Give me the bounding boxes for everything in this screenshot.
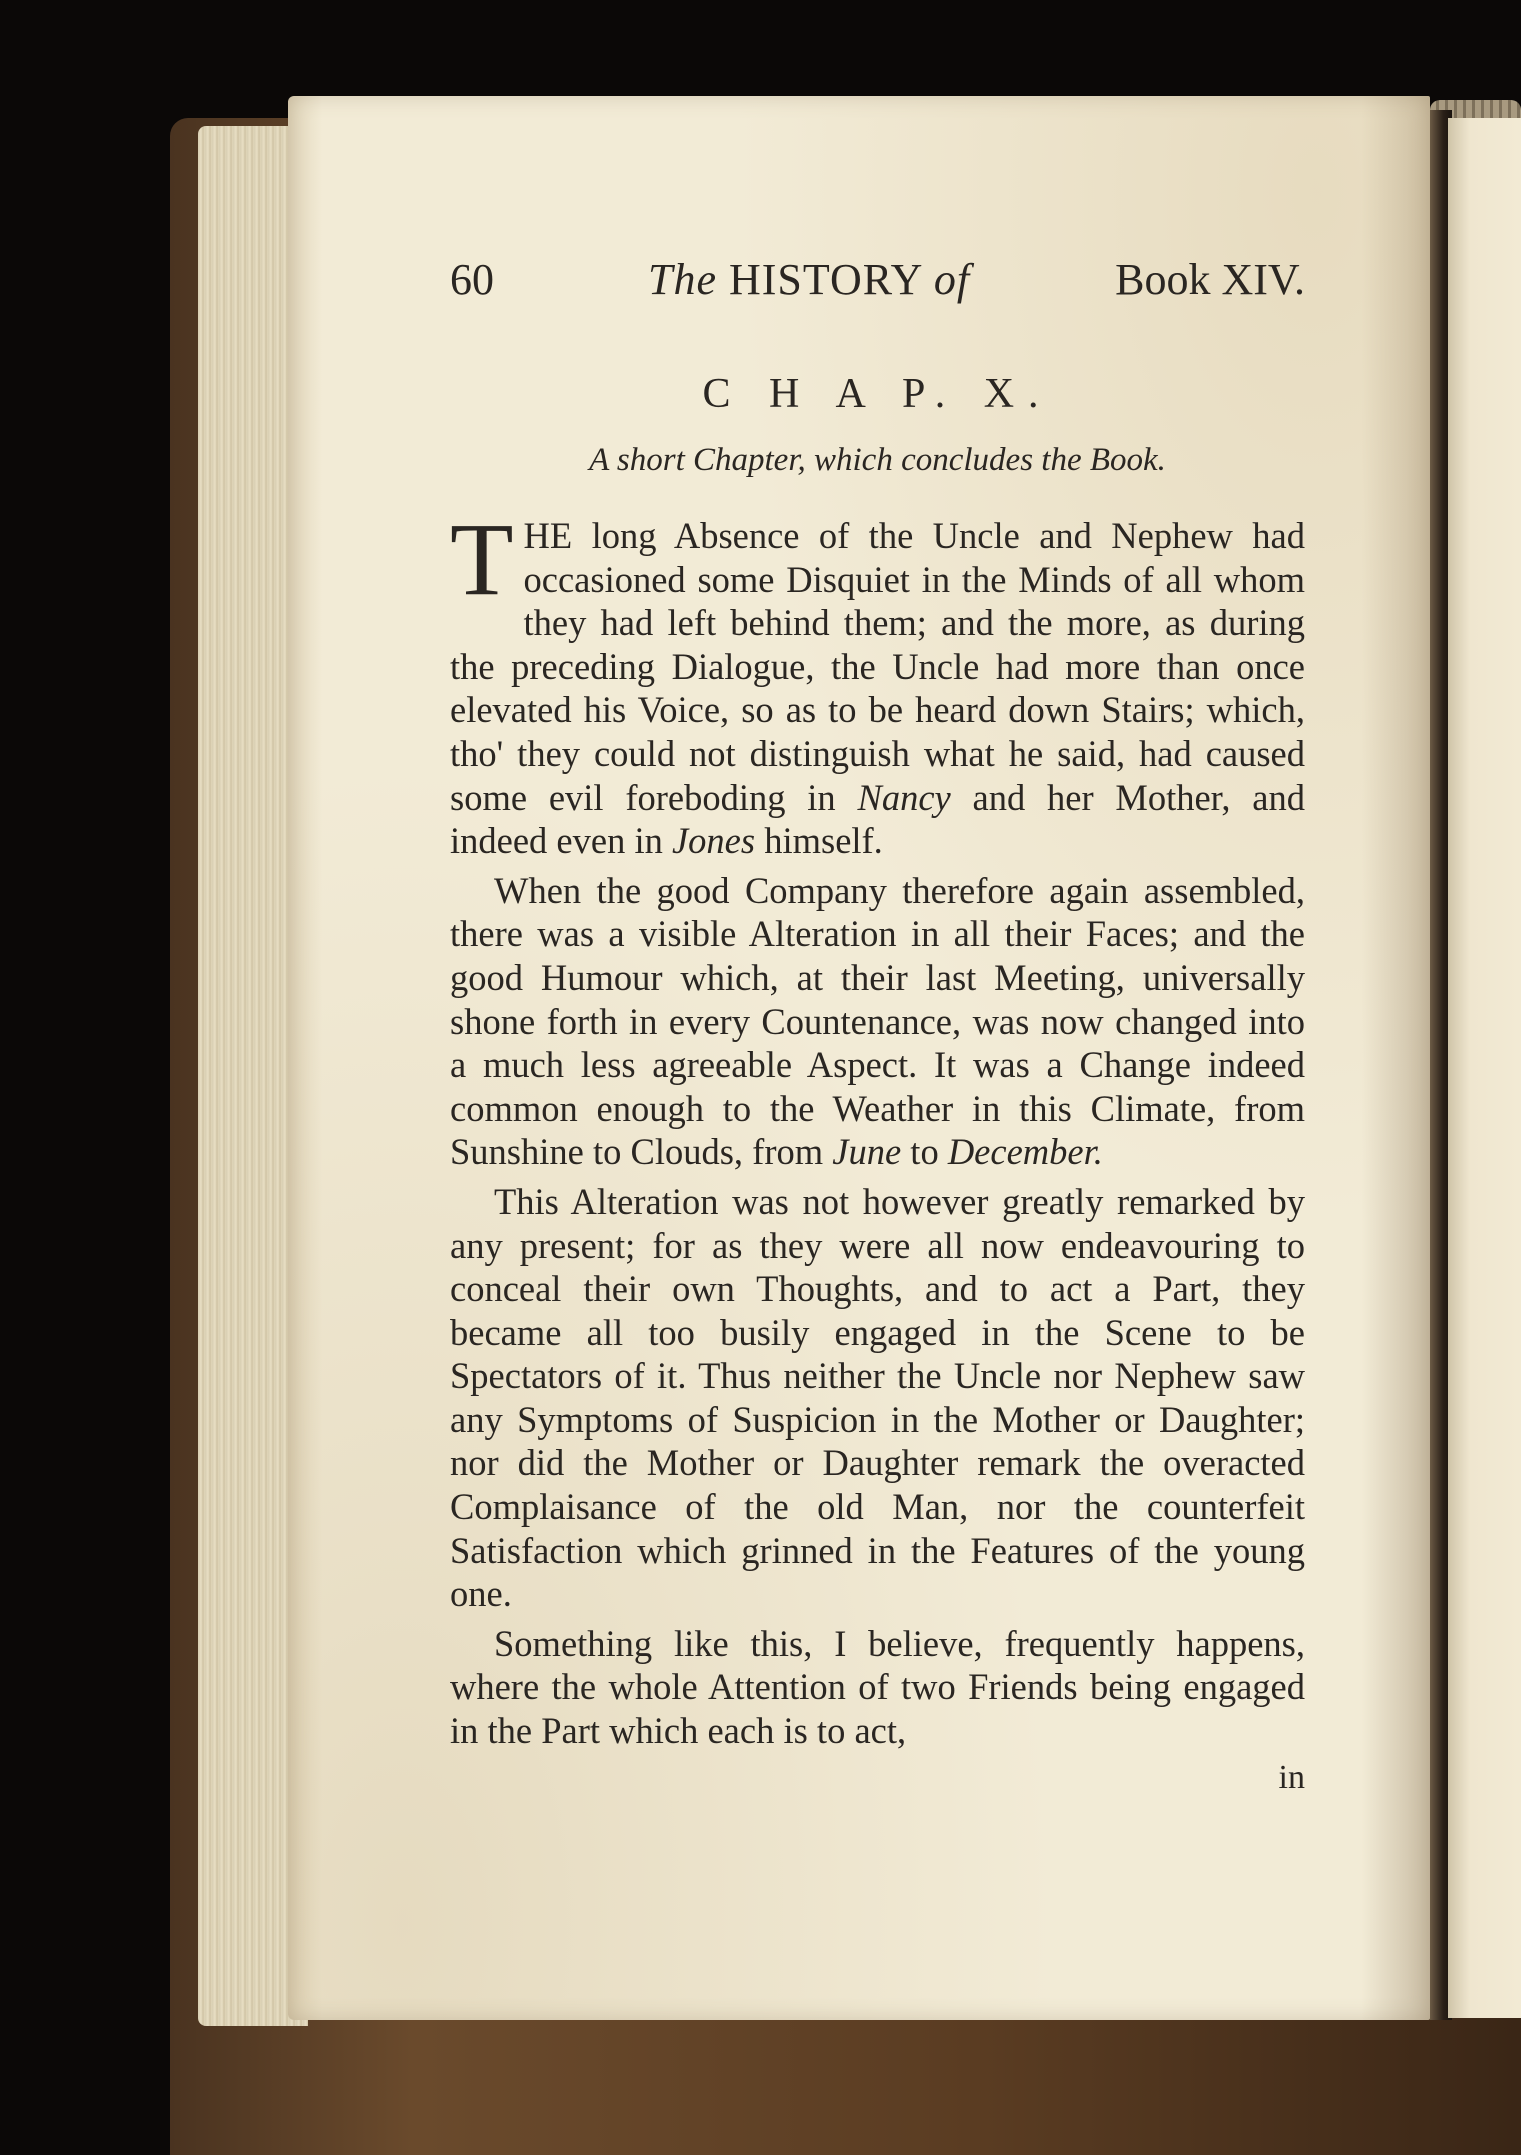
paragraph-3-text: This Alteration was not however greatly remarked by any present; for as they were all now endeavouring to conceal their own Thoughts, and to act a Part, they became all too busily engaged in the Scene to be Spectators of it. Thus neither the Uncle nor Nephew saw any Symptoms of Suspicion in the Mother or Daughter; nor did the Mother or Daughter remark the overacted Complaisance of the old Man, nor the counterfeit Satisfaction which grinned in the Features of the young one.: [450, 1180, 1305, 1615]
paragraph-1-text-a: HE long Absence of the Uncle and Nephew had occasioned some Disquiet in the Minds of all whom they had left behind them; and the more, as during the preceding Dialogue, the Uncle had more than once elevated his Voice, so as to be heard down Stairs; which, tho' they could not distinguish what he said, had caused some evil foreboding in: [450, 515, 1305, 818]
paragraph-1-text-b: and her Mother, and indeed even in: [450, 776, 1305, 862]
paragraph-1-name-nancy: Nancy: [857, 776, 951, 818]
page-number: 60: [450, 255, 494, 304]
chapter-title: C H A P. X.: [702, 371, 1053, 417]
body-text: [450, 502, 1305, 1753]
paragraph-2-month-december: December.: [947, 1131, 1103, 1173]
paragraph-2-text-a: When the good Company therefore again assembled, there was a visible Alteration in all their Faces; and the good Humour which, at their last Meeting, universally shone forth in every Countenance, was now changed into a much less agreeable Aspect. It was a Change indeed common enough to the Weather in this Climate, from Sunshine to Clouds, from: [450, 869, 1305, 1173]
running-title-of: of: [933, 255, 971, 304]
running-header: [450, 254, 1305, 314]
page-text: [450, 254, 1305, 1799]
book-number: Book XIV.: [1115, 255, 1305, 304]
paragraph-4-text: Something like this, I believe, frequently happens, where the whole Attention of two Friends being engaged in the Part which each is to act,: [450, 1622, 1305, 1752]
drop-cap: T: [450, 502, 514, 617]
paragraph-3: [450, 1180, 1305, 1616]
paragraph-1-text-c: himself.: [755, 820, 883, 862]
paragraph-1-name-jones: Jones: [671, 820, 756, 862]
chapter-subtitle: A short Chapter, which concludes the Book.: [589, 442, 1166, 478]
running-title-the: The: [648, 255, 717, 304]
running-title: [648, 254, 970, 305]
facing-page-edge: [1448, 118, 1521, 2018]
paragraph-4: [450, 1622, 1305, 1753]
paragraph-2-text-b: to: [901, 1131, 948, 1173]
paragraph-2: [450, 869, 1305, 1174]
paragraph-2-month-june: June: [832, 1131, 902, 1173]
catchword: in: [1278, 1758, 1305, 1796]
running-title-history: HISTORY: [729, 255, 922, 304]
paragraph-1: [450, 502, 1305, 863]
